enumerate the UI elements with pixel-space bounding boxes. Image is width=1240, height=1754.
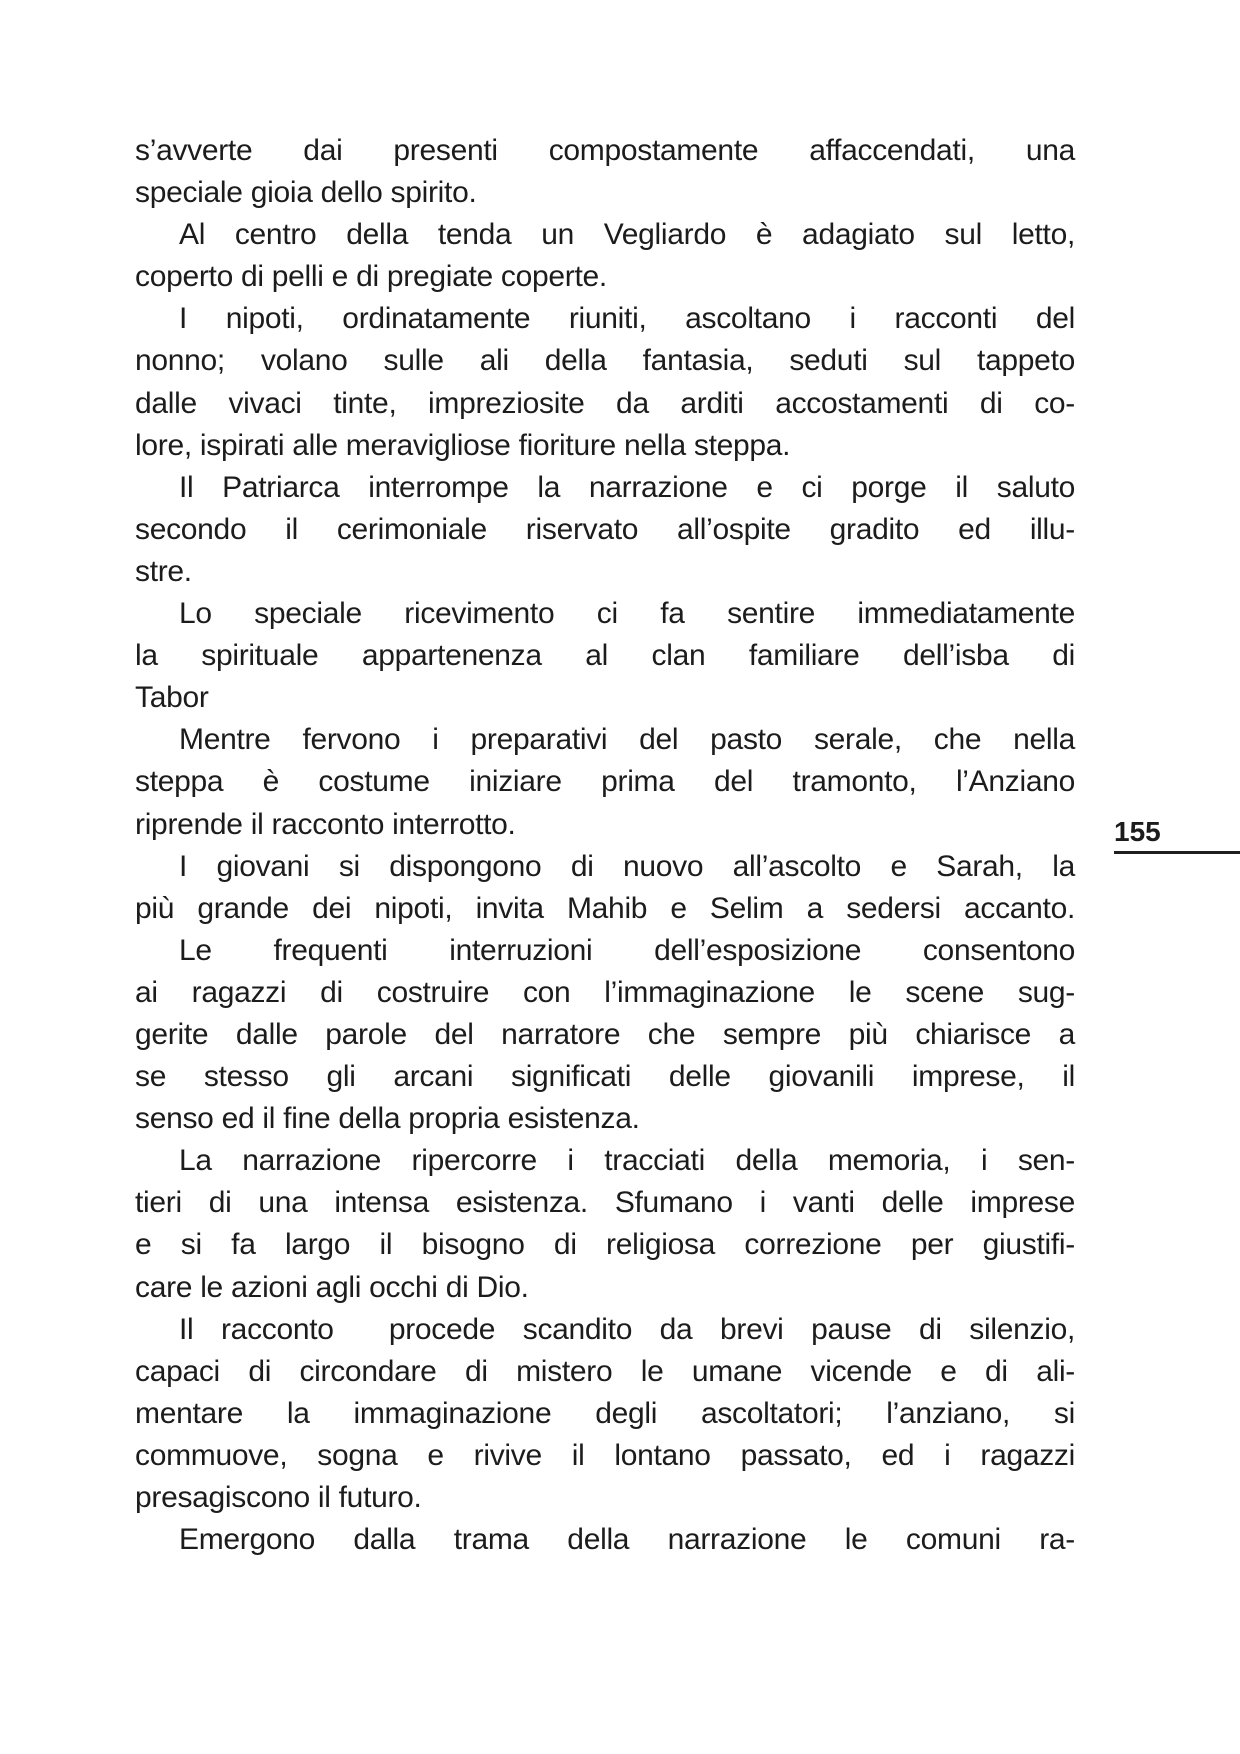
paragraph	[135, 1140, 1075, 1308]
text-block	[135, 130, 1075, 1561]
paragraph	[135, 1309, 1075, 1519]
text-line: lore, ispirati alle meravigliose fioriture nella steppa.	[135, 428, 791, 462]
paragraph	[135, 130, 1075, 214]
text-line: Al centro della tenda un Vegliardo è adagiato sul letto,	[179, 218, 1075, 252]
paragraph	[135, 467, 1075, 593]
text-line: gerite dalle parole del narratore che sempre più chiarisce a	[135, 1017, 1075, 1051]
text-line: commuove, sogna e rivive il lontano passato, ed i ragazzi	[135, 1438, 1075, 1472]
paragraph	[135, 719, 1075, 845]
text-line: nonno; volano sulle ali della fantasia, seduti sul tappeto	[135, 344, 1075, 378]
paragraph	[135, 298, 1075, 466]
paragraph	[135, 930, 1075, 1140]
paragraph	[135, 846, 1075, 930]
text-line: Emergono dalla trama della narrazione le comuni ra-	[179, 1523, 1075, 1557]
text-line: tieri di una intensa esistenza. Sfumano i vanti delle imprese	[135, 1186, 1075, 1220]
text-line: mentare la immaginazione degli ascoltatori; l’anziano, si	[135, 1396, 1075, 1430]
text-line: care le azioni agli occhi di Dio.	[135, 1270, 529, 1304]
text-line: La narrazione ripercorre i tracciati della memoria, i sen-	[179, 1144, 1075, 1178]
paragraph	[135, 593, 1075, 719]
text-line: Lo speciale ricevimento ci fa sentire immediatamente	[179, 597, 1075, 631]
text-line: Mentre fervono i preparativi del pasto serale, che nella	[179, 723, 1075, 757]
text-line: I giovani si dispongono di nuovo all’ascolto e Sarah, la	[179, 849, 1075, 883]
page-number-rule	[1114, 851, 1240, 854]
text-line: Tabor	[135, 681, 209, 715]
paragraph	[135, 214, 1075, 298]
text-line: la spirituale appartenenza al clan familiare dell’isba di	[135, 639, 1075, 673]
text-line: senso ed il fine della propria esistenza.	[135, 1102, 640, 1136]
text-line: Il racconto procede scandito da brevi pause di silenzio,	[179, 1312, 1075, 1346]
text-line: ai ragazzi di costruire con l’immaginazione le scene sug-	[135, 975, 1075, 1009]
text-line: stre.	[135, 554, 192, 588]
paragraph	[135, 1519, 1075, 1561]
text-line: presagiscono il futuro.	[135, 1481, 422, 1514]
text-line: capaci di circondare di mistero le umane vicende e di ali-	[135, 1354, 1075, 1388]
text-line: secondo il cerimoniale riservato all’ospite gradito ed illu-	[135, 512, 1075, 546]
page-number: 155	[1114, 816, 1161, 847]
text-line: I nipoti, ordinatamente riuniti, ascoltano i racconti del	[179, 302, 1075, 336]
text-line: steppa è costume iniziare prima del tramonto, l’Anziano	[135, 765, 1075, 799]
text-line: Il Patriarca interrompe la narrazione e ci porge il saluto	[179, 470, 1075, 504]
text-line: s’avverte dai presenti compostamente affaccendati, una	[135, 134, 1075, 167]
text-line: più grande dei nipoti, invita Mahib e Selim a sedersi accanto.	[135, 891, 1075, 925]
text-line: speciale gioia dello spirito.	[135, 176, 477, 210]
text-line: riprende il racconto interrotto.	[135, 807, 516, 841]
text-line: coperto di pelli e di pregiate coperte.	[135, 260, 607, 294]
text-line: Le frequenti interruzioni dell’esposizione consentono	[179, 933, 1075, 967]
text-line: e si fa largo il bisogno di religiosa correzione per giustifi-	[135, 1228, 1075, 1262]
text-line: dalle vivaci tinte, impreziosite da arditi accostamenti di co-	[135, 386, 1075, 420]
text-line: se stesso gli arcani significati delle giovanili imprese, il	[135, 1060, 1075, 1094]
